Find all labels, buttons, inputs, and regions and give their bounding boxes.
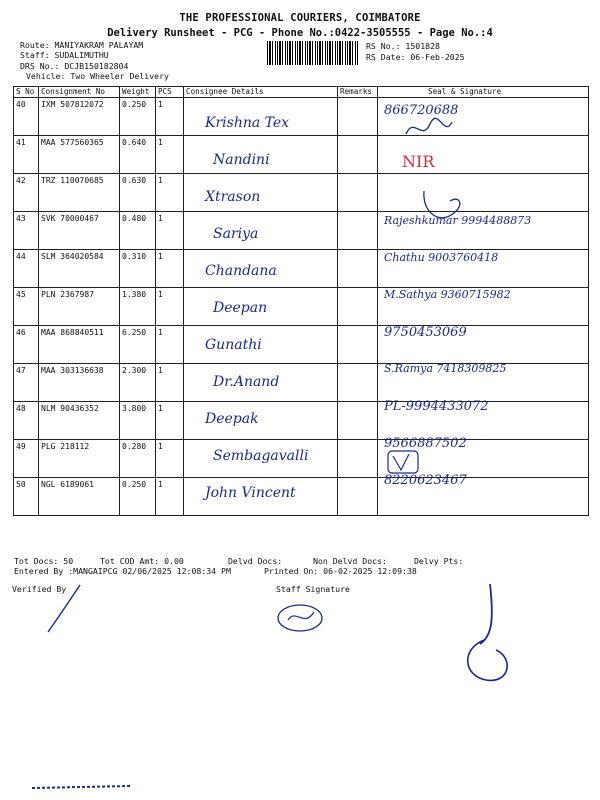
cell-remarks — [338, 402, 378, 440]
bottom-ink-mark — [30, 780, 140, 794]
cell-pcs: 1 — [156, 326, 184, 364]
consignee-handwritten: Gunathi — [205, 337, 262, 353]
nir-mark: NIR — [402, 152, 435, 171]
cell-consignment: MAA 303136638 — [39, 364, 120, 402]
cell-pcs: 1 — [156, 402, 184, 440]
cell-consignment: PLG 218112 — [39, 440, 120, 478]
cell-remarks — [338, 136, 378, 174]
route-label: Route: MANIYAKRAM PALAYAM — [20, 40, 144, 50]
table-row — [14, 250, 589, 288]
cell-sno: 46 — [14, 326, 39, 364]
col-seal: Seal & Signature — [378, 87, 589, 98]
seal-handwritten: M.Sathya 9360715982 — [384, 288, 511, 301]
col-sno: S No — [14, 87, 39, 98]
cell-consignment: IXM 507812072 — [39, 98, 120, 136]
verified-by-label: Verified By — [12, 584, 67, 594]
printed-on: Printed On: 06-02-2025 12:09:38 — [264, 566, 417, 576]
cell-consignment: NGL 6189061 — [39, 478, 120, 516]
total-docs: Tot Docs: 50 — [14, 556, 74, 566]
col-consignee: Consignee Details — [184, 87, 338, 98]
cell-sno: 44 — [14, 250, 39, 288]
cell-remarks — [338, 288, 378, 326]
runsheet-title: Delivery Runsheet - PCG - Phone No.:0422-3505555 - Page No.:4 — [107, 27, 493, 39]
seal-handwritten: 866720688 — [384, 103, 459, 118]
cell-pcs: 1 — [156, 364, 184, 402]
staff-signature-mark — [270, 598, 340, 638]
cell-weight: 0.630 — [120, 174, 156, 212]
cell-pcs: 1 — [156, 250, 184, 288]
cell-weight: 0.280 — [120, 440, 156, 478]
consignee-handwritten: John Vincent — [205, 485, 296, 501]
cell-pcs: 1 — [156, 174, 184, 212]
cell-weight: 1.380 — [120, 288, 156, 326]
consignee-handwritten: Xtrason — [205, 189, 261, 205]
cell-consignment: SVK 70000467 — [39, 212, 120, 250]
consignee-handwritten: Krishna Tex — [205, 115, 290, 131]
consignee-handwritten: Deepan — [213, 300, 268, 316]
cell-pcs: 1 — [156, 212, 184, 250]
cell-remarks — [338, 98, 378, 136]
cell-remarks — [338, 478, 378, 516]
seal-handwritten: Chathu 9003760418 — [384, 251, 499, 264]
barcode — [267, 41, 359, 65]
col-weight: Weight — [120, 87, 156, 98]
cell-remarks — [338, 212, 378, 250]
col-pcs: PCS — [156, 87, 184, 98]
cell-sno: 41 — [14, 136, 39, 174]
consignee-handwritten: Sembagavalli — [213, 448, 309, 464]
cell-pcs: 1 — [156, 288, 184, 326]
cell-pcs: 1 — [156, 478, 184, 516]
seal-handwritten: Rajeshkumar 9994488873 — [384, 214, 532, 227]
delivery-points: Delvy Pts: — [414, 556, 464, 566]
rs-number: RS No.: 1501828 — [366, 41, 440, 51]
signature-49 — [385, 448, 425, 476]
non-delivered-docs: Non Delvd Docs: — [313, 556, 387, 566]
signature-40 — [400, 112, 540, 152]
consignee-handwritten: Sariya — [213, 226, 259, 242]
cell-weight: 2.300 — [120, 364, 156, 402]
cell-sno: 42 — [14, 174, 39, 212]
seal-handwritten: 9750453069 — [384, 325, 467, 340]
cell-pcs: 1 — [156, 440, 184, 478]
cell-sno: 48 — [14, 402, 39, 440]
col-remarks: Remarks — [338, 87, 378, 98]
seal-handwritten: S.Ramya 7418309825 — [384, 362, 507, 375]
cell-seal — [378, 174, 589, 212]
cell-weight: 0.310 — [120, 250, 156, 288]
cell-weight: 0.480 — [120, 212, 156, 250]
verified-signature — [40, 580, 120, 640]
cell-sno: 49 — [14, 440, 39, 478]
seal-handwritten: PL-9994433072 — [384, 399, 489, 414]
vehicle-label: Vehicle: Two Wheeler Delivery — [26, 71, 169, 81]
cell-sno: 40 — [14, 98, 39, 136]
cell-consignment: MAA 577560365 — [39, 136, 120, 174]
cell-weight: 0.250 — [120, 98, 156, 136]
staff-label: Staff: SUDALIMUTHU — [20, 50, 109, 60]
cell-sno: 50 — [14, 478, 39, 516]
cell-consignee — [184, 212, 338, 250]
cell-consignment: NLM 90436352 — [39, 402, 120, 440]
cell-sno: 45 — [14, 288, 39, 326]
cell-remarks — [338, 174, 378, 212]
cell-remarks — [338, 440, 378, 478]
cell-weight: 6.250 — [120, 326, 156, 364]
table-row — [14, 478, 589, 516]
cell-remarks — [338, 250, 378, 288]
drs-number: DRS No.: DCJB150182804 — [20, 61, 129, 71]
consignee-handwritten: Chandana — [205, 263, 277, 279]
cell-consignment: MAA 868840511 — [39, 326, 120, 364]
seal-handwritten: 9566887502 — [384, 436, 467, 451]
table-header-row — [14, 87, 589, 98]
seal-handwritten: 8220623467 — [384, 473, 467, 488]
cell-remarks — [338, 326, 378, 364]
staff-signature-label: Staff Signature — [276, 584, 350, 594]
consignee-handwritten: Nandini — [213, 152, 270, 168]
cell-consignment: TRZ 110070685 — [39, 174, 120, 212]
cell-sno: 47 — [14, 364, 39, 402]
cell-consignment: SLM 364020584 — [39, 250, 120, 288]
cell-pcs: 1 — [156, 136, 184, 174]
cell-weight: 3.800 — [120, 402, 156, 440]
total-cod: Tot COD Amt: 0.00 — [100, 556, 184, 566]
signature-42 — [420, 183, 480, 228]
stamp-scribble — [450, 580, 540, 700]
cell-weight: 0.640 — [120, 136, 156, 174]
col-consignment: Consignment No — [39, 87, 120, 98]
table-row — [14, 326, 589, 364]
entered-by: Entered By :MANGAIPCG 02/06/2025 12:08:34 PM — [14, 566, 231, 576]
cell-weight: 0.250 — [120, 478, 156, 516]
consignee-handwritten: Deepak — [205, 411, 259, 427]
consignee-handwritten: Dr.Anand — [213, 374, 280, 390]
delivered-docs: Delvd Docs: — [228, 556, 283, 566]
cell-sno: 43 — [14, 212, 39, 250]
cell-remarks — [338, 364, 378, 402]
company-title: THE PROFESSIONAL COURIERS, COIMBATORE — [179, 12, 421, 24]
cell-consignment: PLN 2367987 — [39, 288, 120, 326]
rs-date: RS Date: 06-Feb-2025 — [366, 52, 465, 62]
cell-pcs: 1 — [156, 98, 184, 136]
table-row — [14, 402, 589, 440]
table-row — [14, 174, 589, 212]
